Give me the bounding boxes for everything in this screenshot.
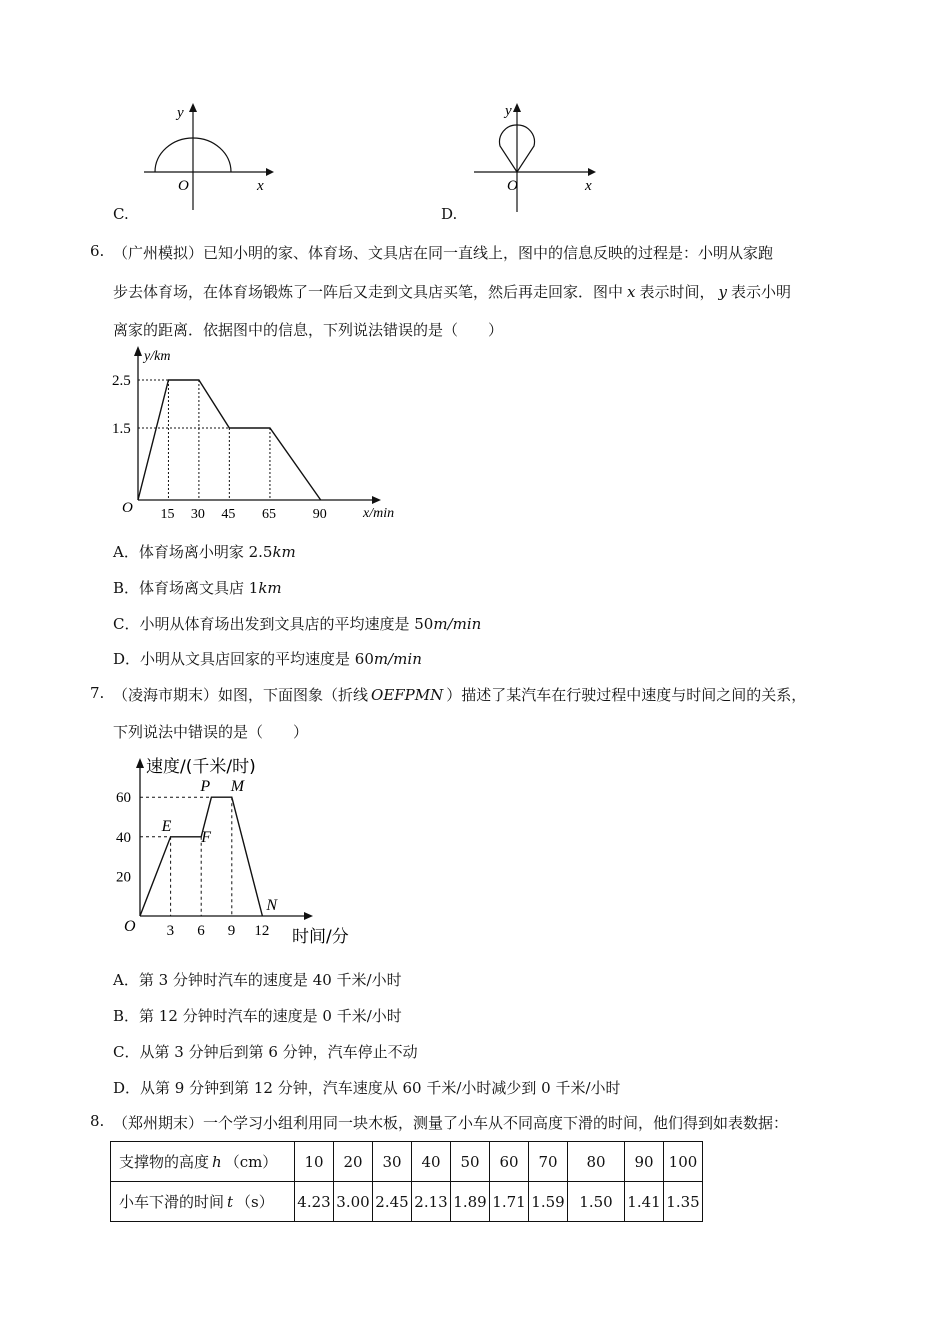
q7-line1-c: ）描述了某汽车在行驶过程中速度与时间之间的关系， bbox=[446, 686, 807, 704]
q7-option-a bbox=[113, 969, 402, 990]
option-unit: km bbox=[272, 543, 296, 561]
table-row bbox=[111, 1182, 703, 1222]
point-label-n: N bbox=[266, 897, 278, 914]
q7-line2: 下列说法中错误的是（ ） bbox=[113, 723, 309, 741]
option-unit: m/min bbox=[373, 650, 422, 668]
point-label-f: F bbox=[201, 828, 211, 846]
q6-line3: 离家的距离．依据图中的信息，下列说法错误的是（ ） bbox=[113, 321, 504, 339]
x-arrow bbox=[304, 912, 313, 920]
x-tick-label: 6 bbox=[197, 923, 205, 939]
x-axis-label: x bbox=[585, 178, 592, 194]
option-label: C． bbox=[113, 1043, 140, 1061]
table-cell: 90 bbox=[625, 1142, 664, 1182]
option-label: C． bbox=[113, 615, 140, 633]
y-tick-label: 60 bbox=[116, 790, 131, 807]
table-cell: 3.00 bbox=[334, 1182, 373, 1222]
table-cell: 100 bbox=[664, 1142, 703, 1182]
table-cell: 1.35 bbox=[664, 1182, 703, 1222]
origin-label: O bbox=[178, 178, 189, 194]
option-text: 从第 3 分钟后到第 6 分钟，汽车停止不动 bbox=[139, 1043, 418, 1061]
option-c-graph bbox=[140, 100, 280, 215]
table-cell: 30 bbox=[373, 1142, 412, 1182]
option-text: 体育场离小明家 2.5 bbox=[138, 543, 273, 561]
table-cell: 40 bbox=[412, 1142, 451, 1182]
option-label: B． bbox=[113, 579, 140, 597]
q7-option-d bbox=[113, 1077, 621, 1098]
y-axis-title: y/km bbox=[144, 349, 171, 364]
q8-line1: （郑州期末）一个学习小组利用同一块木板，测量了小车从不同高度下滑的时间，他们得到如表数据： bbox=[113, 1114, 789, 1132]
option-unit: m/min bbox=[433, 615, 482, 633]
q6-option-b bbox=[113, 577, 282, 598]
q7-polyline-name: OEFPMN bbox=[371, 686, 444, 704]
q7-number: 7. bbox=[90, 684, 105, 702]
table-cell: 1.71 bbox=[490, 1182, 529, 1222]
table-cell: 2.45 bbox=[373, 1182, 412, 1222]
y-axis-label: y bbox=[505, 103, 512, 119]
q8-number: 8. bbox=[90, 1112, 105, 1130]
q6-var-x: x bbox=[627, 283, 636, 301]
option-text: 从第 9 分钟到第 12 分钟，汽车速度从 60 千米/小时减少到 0 千米/小时 bbox=[140, 1079, 621, 1097]
table-cell: 20 bbox=[334, 1142, 373, 1182]
q6-line2-a: 步去体育场，在体育场锻炼了一阵后又走到文具店买笔，然后再走回家．图中 bbox=[113, 283, 624, 301]
y-tick-label: 20 bbox=[116, 869, 131, 886]
origin-label: O bbox=[124, 918, 136, 935]
q6-line2-c: 表示小明 bbox=[730, 283, 791, 301]
x-tick-label: 3 bbox=[166, 923, 175, 939]
q7-speed-time-chart bbox=[112, 750, 362, 950]
y-arrow bbox=[134, 346, 142, 356]
q6-distance-time-chart bbox=[110, 340, 410, 525]
y-tick-label: 2.5 bbox=[112, 373, 131, 389]
option-d-graph bbox=[470, 100, 610, 215]
x-tick-label: 15 bbox=[160, 507, 175, 522]
x-arrow bbox=[588, 168, 596, 176]
option-label: D． bbox=[113, 1079, 141, 1097]
y-tick-label: 1.5 bbox=[112, 421, 131, 437]
origin-label: O bbox=[122, 500, 133, 516]
origin-label: O bbox=[507, 178, 518, 194]
q6-option-a bbox=[113, 541, 296, 562]
x-axis-label: x bbox=[257, 178, 264, 194]
table-cell: 10 bbox=[295, 1142, 334, 1182]
x-axis-title: 时间/分 bbox=[292, 927, 349, 947]
table-row bbox=[111, 1142, 703, 1182]
q6-line2-b: 表示时间， bbox=[639, 283, 715, 301]
table-cell: 80 bbox=[568, 1142, 625, 1182]
q6-number: 6. bbox=[90, 242, 105, 260]
q7-option-c bbox=[113, 1041, 418, 1062]
option-c-label: C. bbox=[113, 205, 129, 223]
table-cell: 4.23 bbox=[295, 1182, 334, 1222]
option-text: 小明从文具店回家的平均速度是 60 bbox=[140, 650, 374, 668]
option-d-label: D. bbox=[441, 205, 458, 223]
table-cell: 50 bbox=[451, 1142, 490, 1182]
x-tick-label: 12 bbox=[254, 923, 270, 939]
option-label: A． bbox=[113, 971, 139, 989]
point-label-e: E bbox=[161, 817, 172, 835]
option-text: 第 3 分钟时汽车的速度是 40 千米/小时 bbox=[138, 971, 402, 989]
option-text: 小明从体育场出发到文具店的平均速度是 50 bbox=[139, 615, 434, 633]
x-tick-label: 30 bbox=[190, 507, 205, 522]
option-unit: km bbox=[258, 579, 282, 597]
table-cell: 60 bbox=[490, 1142, 529, 1182]
option-label: B． bbox=[113, 1007, 140, 1025]
table-cell: 1.50 bbox=[568, 1182, 625, 1222]
height-time-table bbox=[110, 1141, 703, 1222]
table-cell: 1.59 bbox=[529, 1182, 568, 1222]
y-tick-label: 40 bbox=[116, 829, 131, 846]
y-axis-label: y bbox=[177, 105, 184, 121]
x-tick-label: 65 bbox=[261, 507, 276, 522]
x-tick-label: 45 bbox=[221, 507, 236, 522]
x-arrow bbox=[266, 168, 274, 176]
y-arrow bbox=[189, 103, 197, 112]
table-cell: 1.89 bbox=[451, 1182, 490, 1222]
option-text: 体育场离文具店 1 bbox=[139, 579, 259, 597]
q6-line1: （广州模拟）已知小明的家、体育场、文具店在同一直线上，图中的信息反映的过程是：小明从家跑 bbox=[113, 244, 774, 262]
table-cell: 2.13 bbox=[412, 1182, 451, 1222]
q7-line1-a: （凌海市期末）如图，下面图象（折线 bbox=[113, 686, 369, 704]
q6-var-y: y bbox=[718, 283, 727, 301]
point-label-m: M bbox=[230, 778, 245, 796]
x-axis-title: x/min bbox=[363, 506, 395, 521]
q6-line2 bbox=[113, 281, 791, 302]
row-header: 小车下滑的时间 t （s） bbox=[111, 1182, 295, 1222]
y-arrow bbox=[513, 103, 521, 112]
x-tick-label: 90 bbox=[312, 507, 327, 522]
option-text: 第 12 分钟时汽车的速度是 0 千米/小时 bbox=[139, 1007, 402, 1025]
q7-line1 bbox=[113, 684, 806, 705]
option-label: D． bbox=[113, 650, 141, 668]
row-header: 支撑物的高度 h （cm） bbox=[111, 1142, 295, 1182]
y-arrow bbox=[136, 758, 144, 768]
table-cell: 70 bbox=[529, 1142, 568, 1182]
table-cell: 1.41 bbox=[625, 1182, 664, 1222]
option-label: A． bbox=[113, 543, 139, 561]
point-label-p: P bbox=[200, 778, 211, 796]
q7-option-b bbox=[113, 1005, 402, 1026]
q6-option-d bbox=[113, 648, 422, 669]
x-tick-label: 9 bbox=[227, 923, 236, 939]
q6-option-c bbox=[113, 613, 481, 634]
x-arrow bbox=[372, 496, 381, 504]
y-axis-title: 速度/(千米/时) bbox=[146, 757, 256, 777]
